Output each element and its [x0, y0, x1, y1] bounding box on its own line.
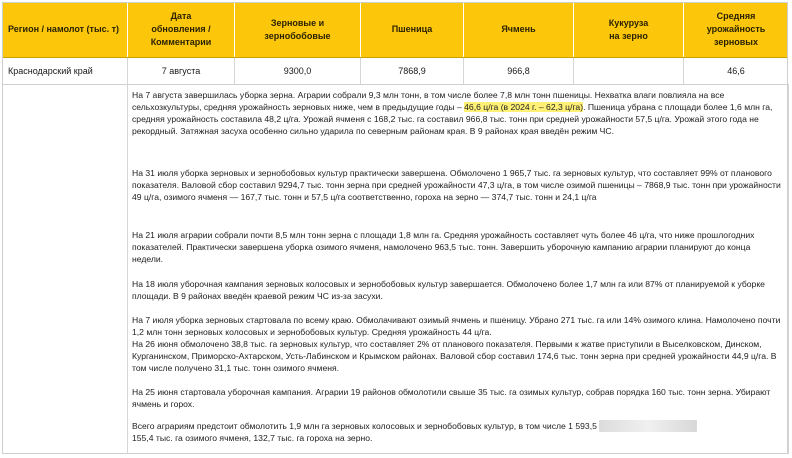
header-grains: Зерновые и зернобобовые [235, 2, 361, 57]
region-column-blank [2, 84, 128, 454]
header-wheat: Пшеница [361, 2, 464, 57]
cell-corn [574, 58, 684, 84]
comment-jun-25: На 25 июня стартовала уборочная кампания. Аграрии 19 районов обмолотили свыше 35 тыс. га озимых культур, собрав порядка 160 тыс. тонн зерна. Убирают ячмень и горох. [132, 387, 771, 410]
highlighted-yield: 46,6 ц/га (в 2024 г. – 62,3 ц/га) [464, 102, 584, 113]
comment-jul-31: На 31 июля уборка зерновых и зернобобовых культур практически завершена. Обмолочено 1 965,7 тыс. га зерновых культур, что составляет 99% от планового показателя. Валовой сбор составил 9294,7 тыс. тонн зерна при средней урожайности 47,3 ц/га, в том числе озимой пшеницы – 7868,9 тыс. тонн при урожайности 49 ц/га, озимого ячменя — 167,7 тыс. тонн и 57,5 ц/га соответственно, гороха на зерно — 374,7 тыс. тонн и 24,1 ц/га [132, 168, 781, 203]
comment-jul-18: На 18 июля уборочная кампания зерновых колосовых и зернобобовых культур завершается. Обмолочено более 1,7 млн га или 87% от планируемой к уборке площади. В 9 районах введён краевой режим ЧС из-за засухи. [132, 279, 765, 302]
obscured-text [599, 420, 697, 432]
comments-cell [128, 84, 789, 454]
cell-barley: 966,8 [464, 58, 574, 84]
table-row [2, 58, 788, 85]
comment-jul-21: На 21 июля аграрии собрали почти 8,5 млн тонн зерна с площади 1,8 млн га. Средняя урожайность составляет чуть более 46 ц/га, что ниже прошлогодних показателей. Практически завершена уборка озимого ячменя, намолочено 963,5 тыс. тонн. Завершить уборочную кампанию аграрии планируют до конца недели. [132, 230, 755, 265]
comment-text: . Пшеница убрана с площади более 1,6 млн га, средняя урожайность составила 48,2 ц/га. Урожай ячменя с 168,2 тыс. га составил 966,8 тыс. тонн при средней урожайности 57,5 ц/га. Урожай этого года не рекордный. Затяжная засуха особенно сильно ударила по северным районам края. В 9 районах края введён режим ЧС. [132, 102, 773, 137]
comment-jun-26: На 26 июня обмолочено 38,8 тыс. га зерновых культур, что составляет 2% от планового показателя. Первыми к жатве приступили в Выселковском, Динском, Курганинском, Приморско-Ахтарском, Усть-Лабинском и Крымском районах. Валовой сбор составил 174,6 тыс. тонн зерна при средней урожайности 44,9 ц/га. В том числе получено 31,1 тыс. тонн озимого ячменя. [132, 339, 777, 374]
comment-jul-7: На 7 июля уборка зерновых стартовала по всему краю. Обмолачивают озимый ячмень и пшеницу. Убрано 271 тыс. га или 14% озимого клина. Намолочено почти 1,2 млн тонн зерновых колосовых и зернобобовых культур. Средняя урожайность 44 ц/га. [132, 315, 781, 338]
header-region: Регион / намолот (тыс. т) [2, 2, 128, 57]
header-corn: Кукуруза на зерно [574, 2, 684, 57]
cell-region: Краснодарский край [2, 58, 128, 84]
cell-wheat: 7868,9 [361, 58, 464, 84]
cell-yield: 46,6 [727, 66, 745, 76]
comment-text: На 7 августа завершилась уборка зерна. Аграрии собрали 9,3 млн тонн, в том числе более 7,8 млн тонн пшеницы. Нехватка влаги повлияла на все сельхозкультуры, средняя урожайность зерновых ниже, чем в предыдущие годы – [132, 90, 725, 113]
table-header [2, 2, 788, 58]
comment-aug-7 [132, 89, 782, 137]
comment-text: 155,4 тыс. га озимого ячменя, 132,7 тыс. га гороха на зерно. [132, 433, 373, 444]
cell-date: 7 августа [128, 58, 235, 84]
header-date: Дата обновления / Комментарии [128, 2, 235, 57]
comment-text: Всего аграриям предстоит обмолотить 1,9 млн га зерновых колосовых и зернобобовых культур, в том числе 1 593,5 [132, 421, 597, 431]
comment-total [132, 420, 782, 444]
cell-grains: 9300,0 [235, 58, 361, 84]
header-yield: Средняя урожайность зерновых [706, 11, 766, 47]
header-barley: Ячмень [464, 2, 574, 57]
